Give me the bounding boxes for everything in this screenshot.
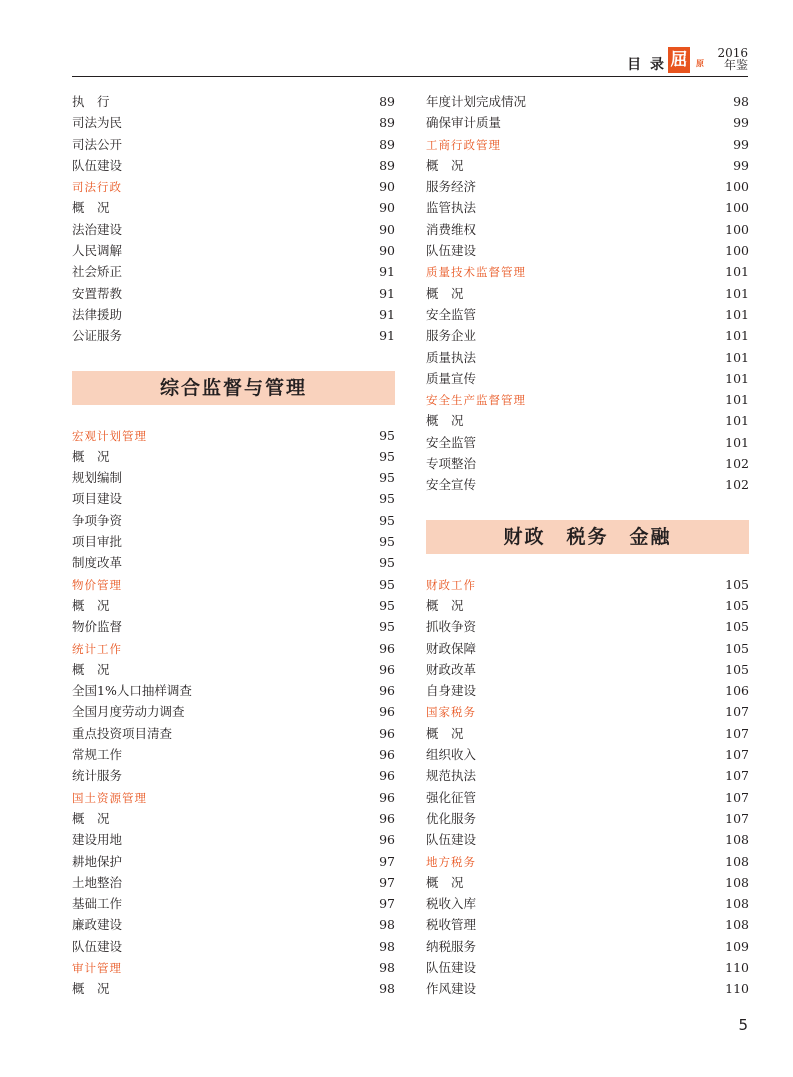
toc-entry-title: 安置帮教 — [72, 285, 123, 301]
toc-entry-page: 91 — [379, 285, 395, 301]
toc-entry-page: 102 — [725, 456, 749, 472]
toc-entry-title: 制度改革 — [72, 555, 123, 571]
toc-left-column — [72, 91, 395, 1000]
toc-entry[interactable] — [426, 283, 749, 304]
toc-entry-title: 服务企业 — [426, 328, 477, 344]
toc-entry-title: 质量执法 — [426, 349, 477, 365]
toc-entry[interactable] — [72, 808, 395, 829]
yearbook-name: 年鉴 — [723, 58, 748, 72]
toc-entry-page: 107 — [725, 725, 749, 741]
toc-entry-title: 法律援助 — [72, 306, 123, 322]
toc-entry-page: 110 — [725, 981, 749, 997]
toc-entry[interactable] — [72, 467, 395, 488]
toc-entry-title: 优化服务 — [426, 810, 477, 826]
toc-entry-title: 概 况 — [72, 981, 110, 997]
toc-entry[interactable] — [426, 219, 749, 240]
toc-entry[interactable] — [72, 872, 395, 893]
toc-entry-page: 96 — [379, 661, 395, 677]
toc-entry[interactable] — [72, 446, 395, 467]
toc-entry-title: 司法为民 — [72, 115, 123, 131]
toc-entry-page: 99 — [733, 157, 749, 173]
toc-entry-page: 105 — [725, 640, 749, 656]
toc-entry[interactable] — [426, 914, 749, 935]
toc-entry-page: 99 — [733, 136, 749, 152]
toc-entry-page: 97 — [379, 874, 395, 890]
toc-entry-page: 101 — [725, 306, 749, 322]
toc-entry[interactable] — [426, 744, 749, 765]
toc-entry-title: 服务经济 — [426, 179, 477, 195]
toc-entry-page: 100 — [725, 179, 749, 195]
toc-entry-title: 国家税务 — [426, 705, 476, 720]
toc-entry[interactable] — [72, 112, 395, 133]
toc-category-entry[interactable] — [426, 851, 749, 872]
toc-entry[interactable] — [72, 765, 395, 786]
toc-entry-page: 95 — [379, 619, 395, 635]
toc-entry-page: 98 — [379, 917, 395, 933]
toc-entry-page: 108 — [725, 874, 749, 890]
toc-entry[interactable] — [426, 410, 749, 431]
toc-entry-title: 确保审计质量 — [426, 115, 502, 131]
toc-entry-title: 概 况 — [426, 725, 464, 741]
toc-entry[interactable] — [426, 957, 749, 978]
toc-entry-title: 抓收争资 — [426, 619, 477, 635]
toc-entry[interactable] — [426, 808, 749, 829]
toc-entry-page: 107 — [725, 747, 749, 763]
toc-entry-page: 100 — [725, 221, 749, 237]
header-title: 目 录 — [627, 57, 666, 73]
toc-entry-title: 物价管理 — [72, 577, 122, 592]
toc-category-entry[interactable] — [72, 425, 395, 446]
toc-entry-page: 96 — [379, 810, 395, 826]
toc-entry-title: 规范执法 — [426, 768, 477, 784]
toc-entry[interactable] — [426, 347, 749, 368]
toc-category-entry[interactable] — [426, 134, 749, 155]
toc-entry[interactable] — [426, 91, 749, 112]
toc-entry-title: 全国1%人口抽样调查 — [72, 683, 192, 699]
toc-entry-title: 全国月度劳动力调查 — [72, 704, 185, 720]
toc-entry-title: 年度计划完成情况 — [426, 94, 527, 109]
toc-entry[interactable] — [426, 723, 749, 744]
toc-entry-page: 90 — [379, 179, 395, 195]
toc-entry-page: 89 — [379, 115, 395, 131]
toc-category-entry[interactable] — [426, 701, 749, 722]
toc-entry-page: 98 — [379, 959, 395, 975]
toc-entry[interactable] — [426, 197, 749, 218]
toc-entry[interactable] — [426, 638, 749, 659]
toc-entry[interactable] — [426, 936, 749, 957]
toc-entry-title: 纳税服务 — [426, 938, 477, 954]
toc-entry-title: 项目建设 — [72, 491, 123, 507]
toc-entry[interactable] — [72, 325, 395, 346]
toc-entry-title: 监管执法 — [426, 200, 477, 216]
toc-entry-title: 地方税务 — [426, 854, 476, 869]
toc-entry-page: 101 — [725, 434, 749, 450]
toc-entry-page: 101 — [725, 328, 749, 344]
toc-entry-page: 96 — [379, 704, 395, 720]
toc-entry[interactable] — [72, 304, 395, 325]
toc-entry-page: 101 — [725, 285, 749, 301]
toc-entry-title: 财政工作 — [426, 577, 476, 592]
toc-entry-page: 108 — [725, 917, 749, 933]
toc-entry-title: 宏观计划管理 — [72, 428, 147, 443]
toc-entry[interactable] — [426, 155, 749, 176]
toc-entry[interactable] — [426, 304, 749, 325]
toc-entry-page: 91 — [379, 328, 395, 344]
toc-entry-page: 95 — [379, 534, 395, 550]
toc-entry-title: 质量宣传 — [426, 370, 477, 386]
toc-entry[interactable] — [72, 829, 395, 850]
toc-entry-page: 105 — [725, 576, 749, 592]
toc-entry[interactable] — [72, 488, 395, 509]
toc-entry[interactable] — [72, 893, 395, 914]
toc-entry-page: 90 — [379, 200, 395, 216]
toc-entry-title: 概 况 — [426, 285, 464, 301]
toc-entry-title: 概 况 — [426, 413, 464, 429]
toc-entry-title: 土地整治 — [72, 874, 123, 890]
toc-entry-page: 89 — [379, 94, 395, 109]
toc-entry-title: 财政保障 — [426, 640, 477, 656]
toc-entry[interactable] — [72, 936, 395, 957]
toc-entry[interactable] — [72, 197, 395, 218]
toc-entry-page: 107 — [725, 704, 749, 720]
toc-entry-page: 98 — [733, 94, 749, 109]
toc-entry-page: 96 — [379, 725, 395, 741]
toc-entry-page: 105 — [725, 619, 749, 635]
toc-entry-page: 96 — [379, 747, 395, 763]
toc-entry-page: 95 — [379, 555, 395, 571]
toc-entry-page: 97 — [379, 853, 395, 869]
toc-entry[interactable] — [72, 616, 395, 637]
toc-entry-title: 组织收入 — [426, 747, 477, 763]
toc-entry-page: 101 — [725, 370, 749, 386]
toc-entry-title: 概 况 — [72, 661, 110, 677]
toc-category-entry[interactable] — [72, 574, 395, 595]
toc-entry-title: 社会矫正 — [72, 264, 123, 280]
toc-entry-page: 101 — [725, 349, 749, 365]
toc-entry-page: 100 — [725, 243, 749, 259]
toc-entry-page: 98 — [379, 981, 395, 997]
toc-entry-title: 税收入库 — [426, 896, 477, 912]
toc-entry[interactable] — [72, 531, 395, 552]
toc-entry[interactable] — [426, 872, 749, 893]
toc-entry-page: 96 — [379, 640, 395, 656]
toc-entry[interactable] — [72, 851, 395, 872]
toc-entry-page: 96 — [379, 789, 395, 805]
toc-left-group-2 — [72, 425, 395, 1000]
toc-entry-page: 102 — [725, 477, 749, 493]
toc-entry[interactable] — [72, 659, 395, 680]
toc-entry[interactable] — [426, 176, 749, 197]
toc-entry-page: 101 — [725, 264, 749, 280]
toc-entry-title: 安全监管 — [426, 434, 477, 450]
toc-entry-page: 98 — [379, 938, 395, 954]
toc-entry-page: 107 — [725, 810, 749, 826]
toc-category-entry[interactable] — [426, 389, 749, 410]
toc-entry-title: 概 况 — [426, 157, 464, 173]
yearbook-year: 2016 — [717, 46, 748, 60]
toc-entry-title: 规划编制 — [72, 470, 123, 486]
toc-entry[interactable] — [426, 787, 749, 808]
toc-entry-title: 队伍建设 — [72, 157, 123, 173]
toc-entry-title: 统计服务 — [72, 768, 123, 784]
toc-entry-page: 106 — [725, 683, 749, 699]
toc-entry-page: 95 — [379, 491, 395, 507]
toc-entry[interactable] — [72, 701, 395, 722]
toc-entry[interactable] — [72, 510, 395, 531]
toc-entry[interactable] — [72, 155, 395, 176]
toc-entry[interactable] — [72, 552, 395, 573]
toc-entry[interactable] — [426, 680, 749, 701]
toc-category-entry[interactable] — [426, 574, 749, 595]
toc-category-entry[interactable] — [426, 261, 749, 282]
toc-entry-title: 重点投资项目清查 — [72, 725, 173, 741]
toc-category-entry[interactable] — [72, 638, 395, 659]
toc-entry-title: 廉政建设 — [72, 917, 123, 933]
toc-entry-title: 司法公开 — [72, 136, 123, 152]
toc-entry-title: 作风建设 — [426, 981, 477, 997]
toc-right-group-1 — [426, 91, 749, 496]
toc-entry[interactable] — [426, 432, 749, 453]
toc-entry-title: 司法行政 — [72, 180, 122, 195]
toc-entry-page: 96 — [379, 768, 395, 784]
toc-entry-title: 统计工作 — [72, 641, 122, 656]
toc-entry-title: 耕地保护 — [72, 853, 123, 869]
yearbook-logo: 屈 — [668, 47, 690, 73]
toc-left-group-1 — [72, 91, 395, 347]
toc-entry[interactable] — [426, 978, 749, 999]
toc-entry-title: 概 况 — [426, 597, 464, 613]
toc-entry[interactable] — [426, 616, 749, 637]
toc-entry[interactable] — [72, 744, 395, 765]
toc-right-column — [426, 91, 749, 1000]
toc-entry-page: 110 — [725, 959, 749, 975]
toc-entry-title: 法治建设 — [72, 221, 123, 237]
toc-entry-page: 109 — [725, 938, 749, 954]
toc-entry-title: 队伍建设 — [426, 959, 477, 975]
toc-entry-page: 91 — [379, 306, 395, 322]
toc-entry-page: 89 — [379, 157, 395, 173]
toc-entry[interactable] — [426, 765, 749, 786]
toc-entry-page: 101 — [725, 392, 749, 408]
toc-category-entry[interactable] — [72, 787, 395, 808]
toc-entry-page: 108 — [725, 853, 749, 869]
toc-entry-page: 96 — [379, 832, 395, 848]
section-banner-finance: 财政 税务 金融 — [426, 520, 749, 554]
toc-entry-title: 专项整治 — [426, 456, 477, 472]
toc-entry-title: 税收管理 — [426, 917, 477, 933]
toc-entry-page: 97 — [379, 896, 395, 912]
toc-entry-page: 91 — [379, 264, 395, 280]
toc-entry-title: 国土资源管理 — [72, 790, 147, 805]
toc-entry[interactable] — [426, 325, 749, 346]
toc-entry-page: 95 — [379, 576, 395, 592]
toc-entry-title: 建设用地 — [72, 832, 123, 848]
toc-entry[interactable] — [426, 659, 749, 680]
toc-entry-page: 95 — [379, 512, 395, 528]
toc-entry-title: 审计管理 — [72, 960, 122, 975]
toc-entry[interactable] — [426, 474, 749, 495]
toc-entry[interactable] — [72, 134, 395, 155]
toc-entry-title: 队伍建设 — [72, 938, 123, 954]
toc-entry-title: 概 况 — [72, 448, 110, 464]
toc-entry-title: 消费维权 — [426, 221, 477, 237]
toc-entry[interactable] — [72, 978, 395, 999]
toc-entry[interactable] — [72, 914, 395, 935]
toc-entry-title: 强化征管 — [426, 789, 477, 805]
toc-entry-title: 自身建设 — [426, 683, 477, 699]
toc-entry-title: 项目审批 — [72, 534, 123, 550]
toc-entry-title: 质量技术监督管理 — [426, 265, 526, 280]
toc-entry-page: 105 — [725, 661, 749, 677]
toc-entry-title: 常规工作 — [72, 747, 123, 763]
toc-entry[interactable] — [426, 112, 749, 133]
toc-entry-title: 人民调解 — [72, 243, 123, 259]
page-number: 5 — [738, 1016, 748, 1034]
yearbook-logo-sub: 原 — [696, 58, 704, 68]
toc-entry-title: 财政改革 — [426, 661, 477, 677]
toc-entry-page: 90 — [379, 221, 395, 237]
page-header — [72, 44, 748, 77]
toc-entry-page: 95 — [379, 448, 395, 464]
toc-entry-title: 安全监管 — [426, 306, 477, 322]
toc-entry-page: 100 — [725, 200, 749, 216]
toc-entry-title: 概 况 — [426, 874, 464, 890]
toc-entry[interactable] — [426, 368, 749, 389]
toc-entry[interactable] — [426, 893, 749, 914]
toc-entry[interactable] — [426, 240, 749, 261]
toc-entry-page: 96 — [379, 683, 395, 699]
toc-entry[interactable] — [426, 595, 749, 616]
toc-entry[interactable] — [72, 680, 395, 701]
toc-entry[interactable] — [72, 91, 395, 112]
toc-entry-title: 争项争资 — [72, 512, 123, 528]
toc-entry[interactable] — [72, 723, 395, 744]
toc-entry-title: 队伍建设 — [426, 243, 477, 259]
toc-entry[interactable] — [426, 453, 749, 474]
toc-entry[interactable] — [72, 240, 395, 261]
toc-entry-title: 公证服务 — [72, 328, 123, 344]
toc-entry[interactable] — [72, 283, 395, 304]
toc-entry-page: 108 — [725, 832, 749, 848]
section-banner-supervision: 综合监督与管理 — [72, 371, 395, 405]
toc-right-group-2 — [426, 574, 749, 1000]
toc-category-entry[interactable] — [72, 176, 395, 197]
toc-entry-page: 105 — [725, 597, 749, 613]
toc-entry-page: 90 — [379, 243, 395, 259]
toc-entry-page: 95 — [379, 427, 395, 443]
toc-entry-page: 107 — [725, 789, 749, 805]
toc-entry-title: 概 况 — [72, 200, 110, 216]
toc-entry-page: 101 — [725, 413, 749, 429]
toc-entry-page: 99 — [733, 115, 749, 131]
toc-entry-page: 108 — [725, 896, 749, 912]
toc-entry-title: 工商行政管理 — [426, 137, 501, 152]
toc-entry-title: 基础工作 — [72, 896, 123, 912]
toc-entry[interactable] — [72, 595, 395, 616]
toc-entry-title: 队伍建设 — [426, 832, 477, 848]
toc-entry-page: 107 — [725, 768, 749, 784]
toc-entry-title: 安全宣传 — [426, 477, 477, 493]
toc-entry-title: 概 况 — [72, 810, 110, 826]
toc-entry-title: 安全生产监督管理 — [426, 393, 526, 408]
toc-entry-title: 概 况 — [72, 597, 110, 613]
yearbook-label — [717, 47, 748, 71]
toc-entry[interactable] — [426, 829, 749, 850]
toc-entry-title: 执 行 — [72, 94, 110, 109]
toc-entry-title: 物价监督 — [72, 619, 123, 635]
toc-entry[interactable] — [72, 261, 395, 282]
toc-entry-page: 95 — [379, 470, 395, 486]
toc-category-entry[interactable] — [72, 957, 395, 978]
toc-entry[interactable] — [72, 219, 395, 240]
toc-entry-page: 89 — [379, 136, 395, 152]
toc-entry-page: 95 — [379, 597, 395, 613]
